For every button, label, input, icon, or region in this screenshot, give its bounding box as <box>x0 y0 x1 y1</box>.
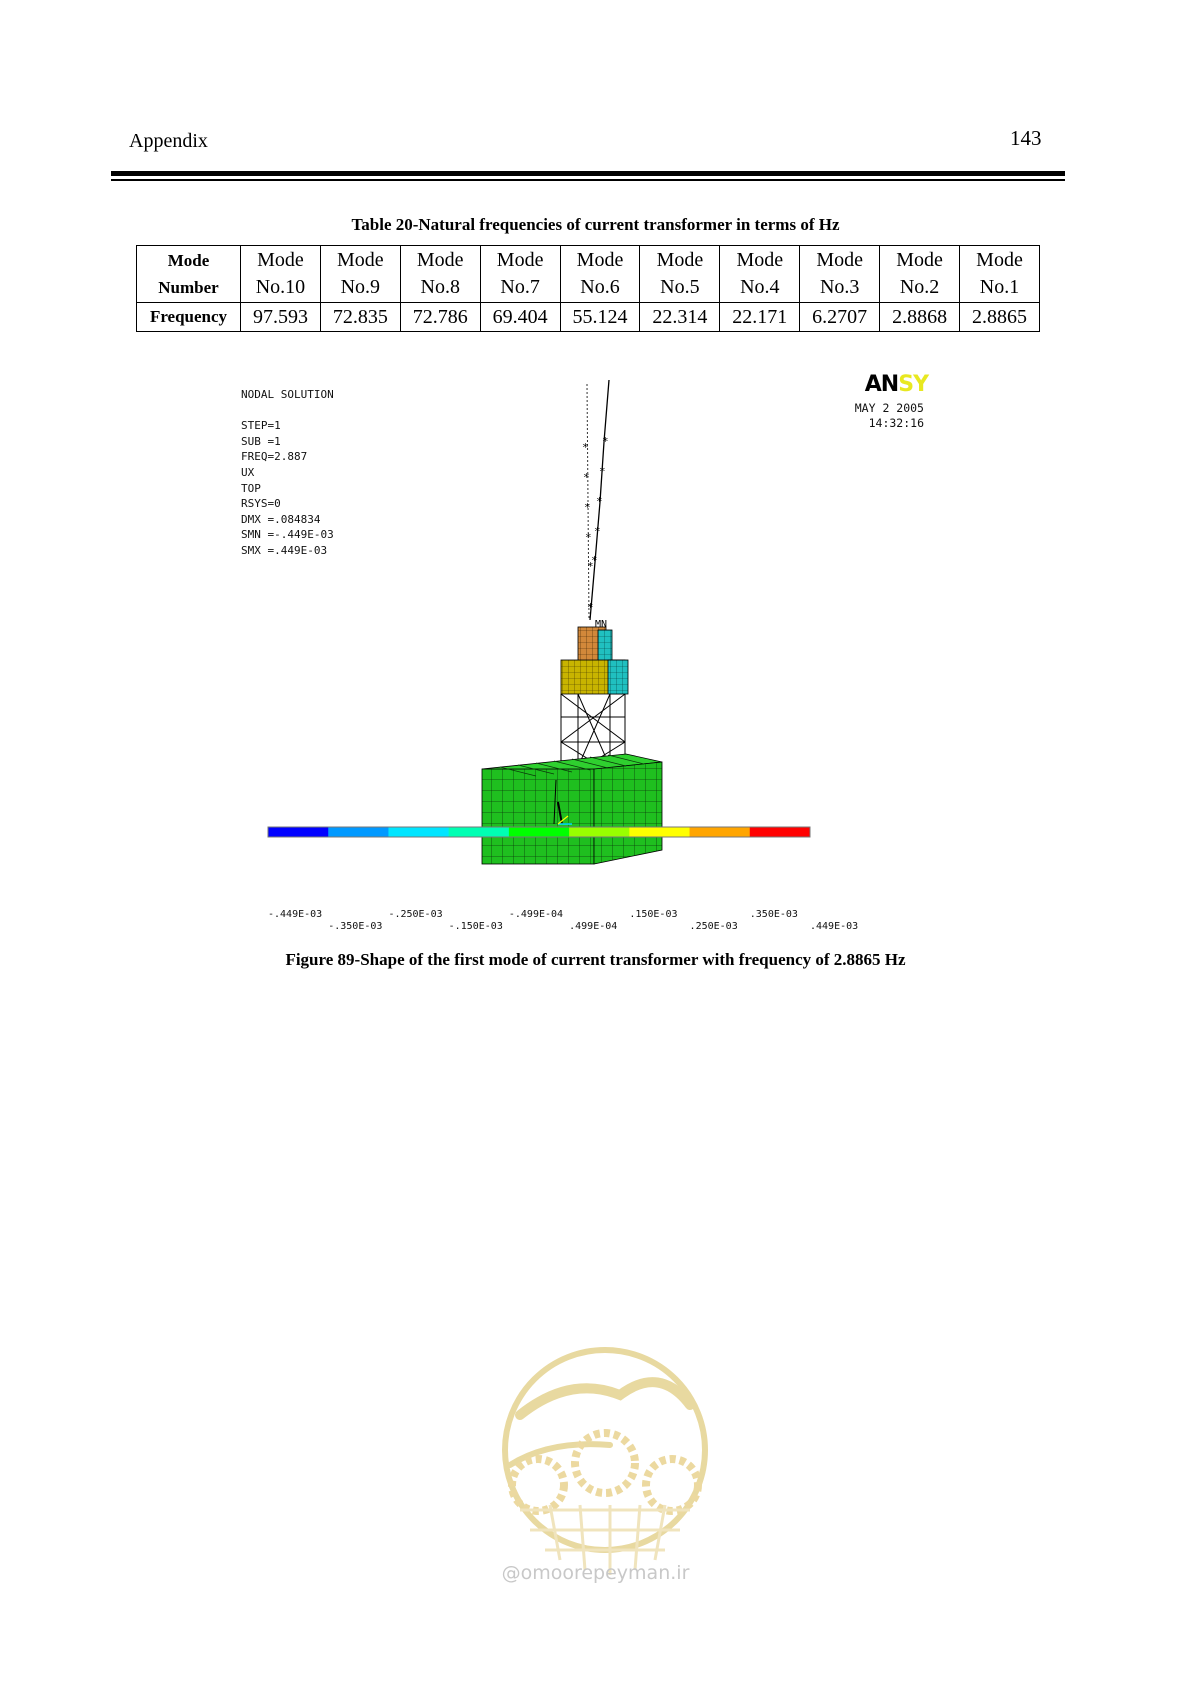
frequency-cell: 2.8868 <box>880 303 960 332</box>
info-line: TOP <box>241 481 261 495</box>
row-header-mode-line2: Number <box>158 278 219 297</box>
mode-header-cell: Mode No.7 <box>480 246 560 303</box>
info-line: NODAL SOLUTION <box>241 388 334 401</box>
legend-color-segment <box>388 827 449 837</box>
frequency-cell: 97.593 <box>241 303 321 332</box>
svg-text:*: * <box>582 441 589 454</box>
frequency-cell: 69.404 <box>480 303 560 332</box>
svg-text:*: * <box>583 471 590 484</box>
row-header-mode-line1: Mode <box>167 251 210 270</box>
frequency-cell: 55.124 <box>560 303 640 332</box>
watermark-calligraphy <box>520 1382 690 1415</box>
header-rule-thin <box>111 179 1065 181</box>
figure-caption: Figure 89-Shape of the first mode of current transformer with frequency of 2.8865 Hz <box>285 950 906 969</box>
mode-header-cell: Mode No.6 <box>560 246 640 303</box>
svg-text:*: * <box>599 465 606 478</box>
running-header-section: Appendix <box>129 130 208 152</box>
transformer-head-base-side <box>608 660 628 694</box>
svg-text:*: * <box>587 560 594 573</box>
info-line: RSYS=0 <box>241 497 281 511</box>
svg-text:*: * <box>591 554 598 567</box>
node-markers <box>582 435 609 614</box>
ansys-logo-faded: SY <box>898 372 928 397</box>
svg-text:*: * <box>596 495 603 508</box>
legend-color-segment <box>690 827 751 837</box>
legend-label-bottom: -.150E-03 <box>448 921 503 932</box>
legend-color-segment <box>569 827 630 837</box>
info-line: DMX =.084834 <box>241 512 321 526</box>
mode-header-cell: Mode No.2 <box>880 246 960 303</box>
frequency-cell: 72.786 <box>400 303 480 332</box>
contour-legend-bar <box>268 827 811 837</box>
info-line <box>241 403 334 419</box>
min-node-label: MN <box>595 619 608 630</box>
header-rule-thick <box>111 171 1065 176</box>
svg-text:*: * <box>587 601 594 614</box>
legend-label-top: -.449E-03 <box>268 909 323 920</box>
row-header-frequency: Frequency <box>137 303 241 332</box>
mode-header-cell: Mode No.9 <box>320 246 400 303</box>
watermark-gear-right <box>646 1459 698 1511</box>
legend-color-segment <box>328 827 389 837</box>
legend-label-bottom: -.350E-03 <box>328 921 383 932</box>
frequency-table <box>136 245 1040 332</box>
info-line: STEP=1 <box>241 419 281 433</box>
mode-header-cell: Mode No.10 <box>241 246 321 303</box>
legend-color-segment <box>449 827 510 837</box>
table-caption: Table 20-Natural frequencies of current transformer in terms of Hz <box>351 215 840 234</box>
mode-header-cell: Mode No.4 <box>720 246 800 303</box>
ansys-logo-bold: AN <box>864 372 899 397</box>
foundation-front-face <box>482 769 594 864</box>
legend-color-segment <box>629 827 690 837</box>
info-line: SMX =.449E-03 <box>241 543 328 557</box>
legend-color-segment <box>268 827 329 837</box>
plot-time: 14:32:16 <box>868 416 924 430</box>
svg-text:*: * <box>584 501 591 514</box>
legend-label-bottom: .499E-04 <box>569 921 618 932</box>
plot-timestamp <box>855 401 924 431</box>
svg-text:*: * <box>585 531 592 544</box>
info-line: SUB =1 <box>241 434 281 448</box>
ansys-mode-shape-plot <box>238 372 938 937</box>
legend-value-labels <box>238 909 938 937</box>
svg-text:*: * <box>594 525 601 538</box>
plot-date: MAY 2 2005 <box>854 401 924 415</box>
watermark-url: @omoorepeyman.ir <box>501 1562 690 1584</box>
legend-label-bottom: .449E-03 <box>810 921 859 932</box>
info-line: SMN =-.449E-03 <box>241 528 334 542</box>
legend-label-top: .150E-03 <box>629 909 678 920</box>
legend-color-segment <box>509 827 570 837</box>
foundation-side-face <box>594 762 662 864</box>
table-header-row <box>137 246 1040 303</box>
row-header-mode-number <box>137 246 241 303</box>
legend-label-top: -.250E-03 <box>388 909 443 920</box>
mode-header-cell: Mode No.8 <box>400 246 480 303</box>
frequency-cell: 6.2707 <box>800 303 880 332</box>
mode-header-cell: Mode No.1 <box>960 246 1040 303</box>
legend-label-top: -.499E-04 <box>508 909 564 920</box>
mode-header-cell: Mode No.3 <box>800 246 880 303</box>
info-line: UX <box>241 465 255 479</box>
mode-header-cell: Mode No.5 <box>640 246 720 303</box>
mode-shape-drawing <box>238 372 938 937</box>
legend-label-top: .350E-03 <box>749 909 798 920</box>
frequency-cell: 22.171 <box>720 303 800 332</box>
svg-text:*: * <box>602 435 609 448</box>
watermark-gear-left <box>512 1459 564 1511</box>
table-frequency-row <box>137 303 1040 332</box>
nodal-solution-info <box>241 387 334 559</box>
legend-label-bottom: .250E-03 <box>689 921 738 932</box>
page-number: 143 <box>1010 126 1042 150</box>
info-line: FREQ=2.887 <box>241 450 308 464</box>
watermark-logo <box>490 1335 720 1595</box>
frequency-cell: 22.314 <box>640 303 720 332</box>
legend-color-segment <box>750 827 811 837</box>
frequency-cell: 2.8865 <box>960 303 1040 332</box>
ansys-logo <box>865 372 928 397</box>
watermark-calligraphy-tail <box>510 1444 610 1465</box>
frequency-cell: 72.835 <box>320 303 400 332</box>
